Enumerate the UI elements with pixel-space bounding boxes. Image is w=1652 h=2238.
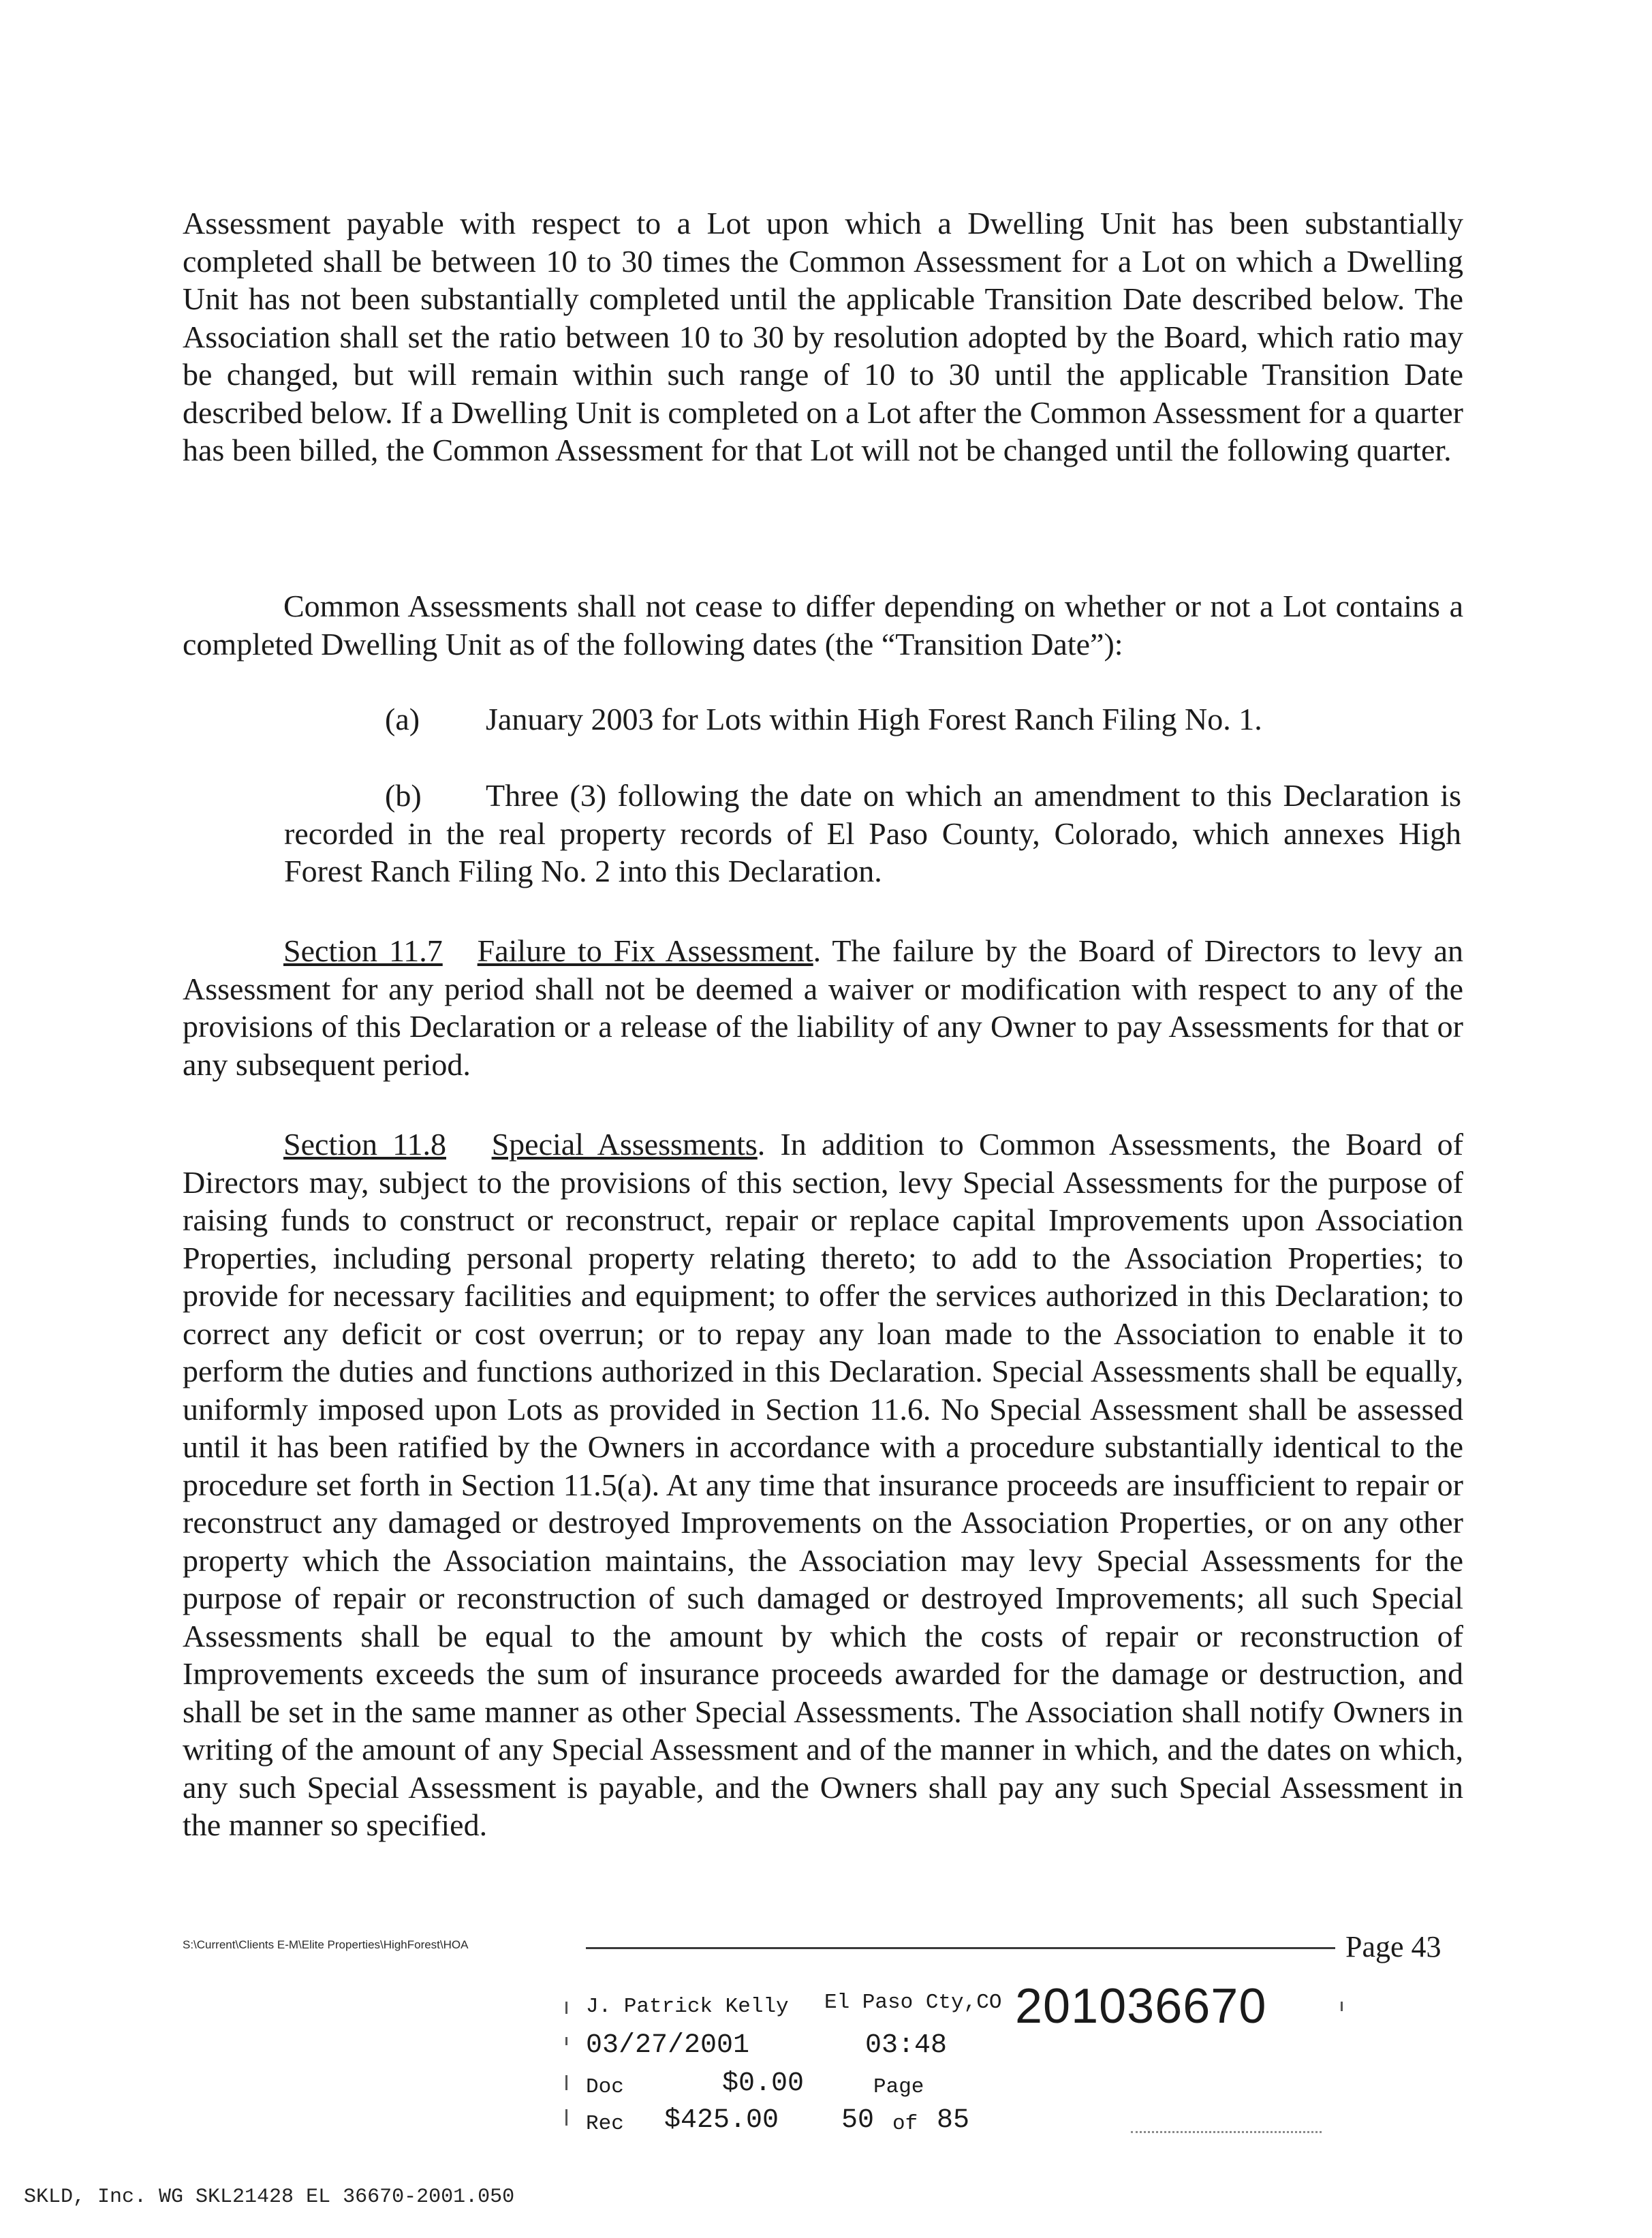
stamp-time: 03:48 <box>865 2030 948 2061</box>
stamp-tick <box>565 2109 567 2126</box>
section-11-7-title: Failure to Fix Assessment <box>477 933 813 968</box>
stamp-tick <box>565 2075 567 2090</box>
section-11-8-title: Special Assessments <box>491 1127 758 1162</box>
stamp-of-label: of <box>892 2112 918 2136</box>
list-item-b-text: Three (3) following the date on which an amendment to this Declaration is recorded in the real property records of El Paso County, Colorado, which annexes High Forest Ranch Filing No. 2 into this Declaration. <box>284 778 1461 888</box>
section-11-7-number: Section 11.7 <box>283 933 443 968</box>
stamp-rec-label: Rec <box>586 2112 624 2136</box>
stamp-tick <box>565 2002 567 2014</box>
recording-stamp <box>565 1979 1342 2145</box>
section-11-8: Section 11.8 Special Assessments. In addition to Common Assessments, the Board of Directors may, subject to the provisions of this section, levy Special Assessments for the purpose of raising funds to construct or reconstruct, repair or replace capital Improvements upon Association Properties, including personal property relating thereto; to add to the Association Properties; to provide for necessary facilities and equipment; to offer the services authorized in this Declaration; to correct any deficit or cost overrun; or to repay any loan made to the Association to enable it to perform the duties and functions authorized in this Declaration. Special Assessments shall be equally, uniformly imposed upon Lots as provided in Section 11.6. No Special Assessment shall be assessed until it has been ratified by the Owners in accordance with a procedure substantially identical to the procedure set forth in Section 11.5(a). At any time that insurance proceeds are insufficient to repair or reconstruct any damaged or destroyed Improvements on the Association Properties, or on any other property which the Association maintains, the Association may levy Special Assessments for the purpose of repair or reconstruction of such damaged or destroyed Improvements; all such Special Assessments shall be equal to the amount by which the costs of repair or reconstruction of Improvements exceeds the sum of insurance proceeds awarded for the damage or destruction, and shall be set in the same manner as other Special Assessments. The Association shall notify Owners in writing of the amount of any Special Assessment and of the manner in which, and the dates on which, any such Special Assessment is payable, and the Owners shall pay any such Special Assessment in the manner so specified. <box>183 1127 1464 1842</box>
scanner-identifier: SKLD, Inc. WG SKL21428 EL 36670-2001.050 <box>24 2186 515 2209</box>
section-11-8-text: In addition to Common Assessments, the Board of Directors may, subject to the provisions of this section, levy Special Assessments for the purpose of raising funds to construct or reconstruct, repair or replace capital Improvements upon Association Properties, including personal property relating thereto; to add to the Association Properties; to provide for necessary facilities and equipment; to offer the services authorized in this Declaration; to correct any deficit or cost overrun; or to repay any loan made to the Association to enable it to perform the duties and functions authorized in this Declaration. Special Assessments shall be equally, uniformly imposed upon Lots as provided in Section 11.6. No Special Assessment shall be assessed until it has been ratified by the Owners in accordance with a procedure substantially identical to the procedure set forth in Section 11.5(a). At any time that insurance proceeds are insufficient to repair or reconstruct any damaged or destroyed Improvements on the Association Properties, or on any other property which the Association maintains, the Association may levy Special Assessments for the purpose of repair or reconstruction of such damaged or destroyed Improvements; all such Special Assessments shall be equal to the amount by which the costs of repair or reconstruction of Improvements exceeds the sum of insurance proceeds awarded for the damage or destruction, and shall be set in the same manner as other Special Assessments. The Association shall notify Owners in writing of the amount of any Special Assessment and of the manner in which, and the dates on which, any such Special Assessment is payable, and the Owners shall pay any such Special Assessment in the manner so specified. <box>183 1127 1464 1842</box>
footer-page-number: Page 43 <box>1345 1930 1441 1963</box>
paragraph-transition-date: Common Assessments shall not cease to differ depending on whether or not a Lot contains a completed Dwelling Unit as of the following dates (the “Transition Date”): <box>183 589 1463 662</box>
stamp-reception-number: 201036670 <box>1015 1979 1267 2034</box>
section-11-8-number: Section 11.8 <box>283 1127 446 1162</box>
section-11-7: Section 11.7 Failure to Fix Assessment. The failure by the Board of Directors to levy an Assessment for any period shall not be deemed a waiver or modification with respect to any of the provisions of this Declaration or a release of the liability of any Owner to pay Assessments for that or any subsequent period. <box>183 933 1464 1082</box>
section-11-7-text: The failure by the Board of Directors to levy an Assessment for any period shall not be deemed a waiver or modification with respect to any of the provisions of this Declaration or a release of the liability of any Owner to pay Assessments for that or any subsequent period. <box>183 933 1464 1082</box>
stamp-date: 03/27/2001 <box>586 2030 750 2061</box>
list-item-b <box>284 777 1461 890</box>
stamp-page-total: 85 <box>937 2105 970 2136</box>
scan-specks <box>1131 2131 1322 2136</box>
list-item-a <box>385 700 1461 739</box>
stamp-county: El Paso Cty,CO <box>824 1991 1002 2015</box>
stamp-tick <box>1341 2002 1343 2011</box>
stamp-page-label: Page <box>873 2075 924 2099</box>
footer-divider <box>586 1947 1335 1949</box>
stamp-tick <box>565 2037 567 2045</box>
stamp-doc-label: Doc <box>586 2075 624 2099</box>
list-item-a-label: (a) <box>385 702 420 736</box>
stamp-doc-fee: $0.00 <box>722 2068 805 2099</box>
paragraph-assessment-ratio: Assessment payable with respect to a Lot upon which a Dwelling Unit has been substantially completed shall be between 10 to 30 times the Common Assessment for a Lot on which a Dwelling Unit has not been substantially completed until the applicable Transition Date described below. The Association shall set the ratio between 10 to 30 by resolution adopted by the Board, which ratio may be changed, but will remain within such range of 10 to 30 until the applicable Transition Date described below. If a Dwelling Unit is completed on a Lot after the Common Assessment for a quarter has been billed, the Common Assessment for that Lot will not be changed until the following quarter. <box>183 206 1463 467</box>
list-item-a-text: January 2003 for Lots within High Forest Ranch Filing No. 1. <box>486 702 1262 736</box>
stamp-rec-fee: $425.00 <box>664 2105 779 2136</box>
footer-file-path: S:\Current\Clients E-M\Elite Properties\HighForest\HOA <box>183 1938 469 1951</box>
stamp-recorder-name: J. Patrick Kelly <box>586 1995 789 2019</box>
list-item-b-label: (b) <box>385 778 422 813</box>
stamp-page-current: 50 <box>841 2105 875 2136</box>
